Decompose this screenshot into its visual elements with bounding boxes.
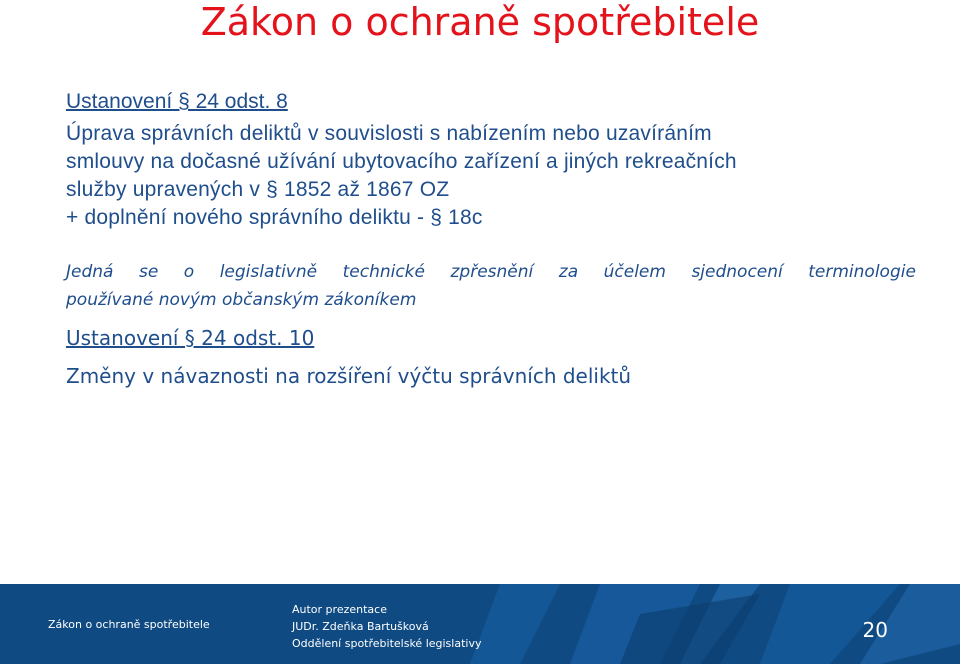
note-word: zpřesnění	[450, 262, 534, 282]
slide-title: Zákon o ochraně spotřebitele	[200, 0, 760, 44]
note-word: sjednocení	[691, 262, 783, 282]
footer-author-name: JUDr. Zdeňka Bartušková	[292, 620, 429, 633]
note-word: o	[183, 262, 195, 282]
note-word: Jedná	[66, 262, 114, 282]
section-10-body: Změny v návaznosti na rozšíření výčtu správních deliktů	[66, 364, 632, 388]
footer-author-label: Autor prezentace	[292, 603, 387, 616]
note-word: za	[558, 262, 579, 282]
note-word: se	[138, 262, 159, 282]
slide-content	[66, 88, 916, 390]
footer-author-block	[292, 601, 481, 652]
section-8-heading: Ustanovení § 24 odst. 8	[66, 90, 288, 113]
page-number: 20	[862, 618, 888, 642]
note-word: technické	[342, 262, 425, 282]
slide-footer	[0, 584, 960, 664]
note-word: legislativně	[219, 262, 318, 282]
note-line-1	[66, 258, 916, 286]
section-10-heading: Ustanovení § 24 odst. 10	[66, 326, 315, 350]
footer-department: Oddělení spotřebitelské legislativy	[292, 637, 482, 650]
section-8-line: smlouvy na dočasné užívání ubytovacího zařízení a jiných rekreačních	[66, 150, 737, 173]
note-word: účelem	[603, 262, 666, 282]
section-8-line: služby upravených v § 1852 až 1867 OZ	[66, 178, 450, 201]
section-8-line: + doplnění nového správního deliktu - § 18c	[66, 206, 483, 229]
note-word: terminologie	[808, 262, 916, 282]
italic-note	[66, 258, 916, 314]
note-line-2: používané novým občanským zákoníkem	[66, 290, 417, 310]
section-8-line: Úprava správních deliktů v souvislosti s nabízením nebo uzavíráním	[66, 122, 712, 145]
footer-presentation-title: Zákon o ochraně spotřebitele	[48, 618, 210, 631]
section-8-body	[66, 120, 916, 232]
